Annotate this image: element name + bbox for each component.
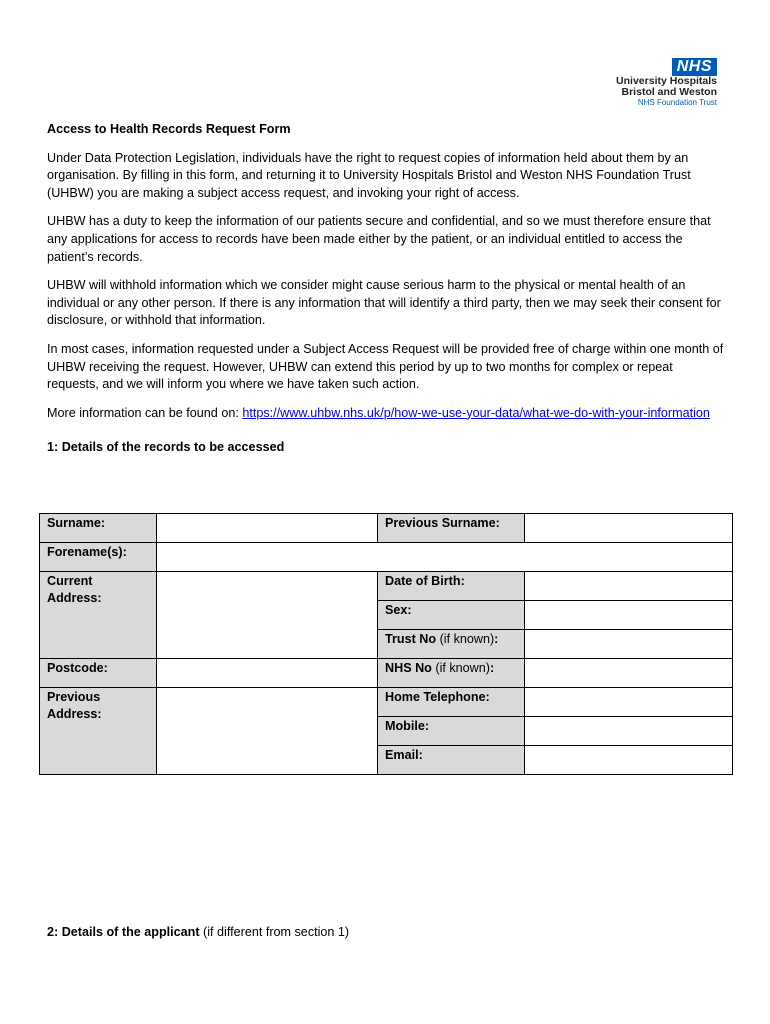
previous-address-field[interactable] xyxy=(157,688,378,775)
intro-paragraph-3: UHBW will withhold information which we consider might cause serious harm to the physical or mental health of an individual or any other person. If there is any information that will identify a third party, then we may seek their consent for disclosure, or withhold that information. xyxy=(47,278,721,328)
more-info-link[interactable]: https://www.uhbw.nhs.uk/p/how-we-use-your-data/what-we-do-with-your-information xyxy=(242,405,710,420)
more-info-text: More information can be found on: xyxy=(47,405,243,420)
more-info-paragraph xyxy=(47,405,727,423)
nhs-no-note: (if known) xyxy=(435,661,490,675)
trust-no-label xyxy=(378,630,525,659)
nhs-no-label-text: NHS No xyxy=(385,661,432,675)
surname-label: Surname: xyxy=(40,514,157,543)
current-address-label: Current Address: xyxy=(40,572,157,659)
nhs-logo-badge: NHS xyxy=(672,58,717,76)
section-1-heading: 1: Details of the records to be accessed xyxy=(47,440,285,455)
nhs-no-colon: : xyxy=(489,661,495,675)
section-2-title: 2: Details of the applicant xyxy=(47,925,200,939)
postcode-field[interactable] xyxy=(157,659,378,688)
logo-line-1: University Hospitals xyxy=(616,75,717,87)
trust-no-label-text: Trust No xyxy=(385,632,437,646)
nhs-logo xyxy=(616,58,717,108)
surname-field[interactable] xyxy=(157,514,378,543)
section-2-note: (if different from section 1) xyxy=(199,925,350,939)
trust-no-field[interactable] xyxy=(525,630,733,659)
logo-line-3: NHS Foundation Trust xyxy=(637,98,717,107)
home-telephone-label: Home Telephone: xyxy=(378,688,525,717)
mobile-label: Mobile: xyxy=(378,717,525,746)
nhs-no-label xyxy=(378,659,525,688)
postcode-label: Postcode: xyxy=(40,659,157,688)
previous-surname-field[interactable] xyxy=(525,514,733,543)
nhs-no-field[interactable] xyxy=(525,659,733,688)
email-field[interactable] xyxy=(525,746,733,775)
mobile-field[interactable] xyxy=(525,717,733,746)
sex-label: Sex: xyxy=(378,601,525,630)
previous-address-label: Previous Address: xyxy=(40,688,157,775)
records-details-table xyxy=(39,513,733,775)
intro-content xyxy=(47,121,727,457)
section-2-heading xyxy=(47,925,349,939)
dob-field[interactable] xyxy=(525,572,733,601)
email-label: Email: xyxy=(378,746,525,775)
home-telephone-field[interactable] xyxy=(525,688,733,717)
forenames-label: Forename(s): xyxy=(40,543,157,572)
trust-no-note: (if known) xyxy=(439,632,495,646)
intro-paragraph-4: In most cases, information requested under a Subject Access Request will be provided free of charge within one month of UHBW receiving the request. However, UHBW can extend this period by up to two months for complex or repeat requests, and we will inform you where we have taken such action. xyxy=(47,341,724,392)
logo-line-2: Bristol and Weston xyxy=(621,86,717,98)
previous-surname-label: Previous Surname: xyxy=(378,514,525,543)
forenames-field[interactable] xyxy=(157,543,733,572)
current-address-field[interactable] xyxy=(157,572,378,659)
intro-paragraph-2: UHBW has a duty to keep the information of our patients secure and confidential, and so we must therefore ensure that any applications for access to records have been made either by the patient, or an individual entitled to access the patient’s records. xyxy=(47,214,711,264)
sex-field[interactable] xyxy=(525,601,733,630)
dob-label: Date of Birth: xyxy=(378,572,525,601)
intro-paragraph-1: Under Data Protection Legislation, individuals have the right to request copies of information held about them by an organisation. By filling in this form, and returning it to University Hospitals Bristol and Weston NHS Foundation Trust (UHBW) you are making a subject access request, and invoking your right of access. xyxy=(47,150,691,200)
page-title: Access to Health Records Request Form xyxy=(47,122,291,136)
trust-no-colon: : xyxy=(494,632,499,646)
